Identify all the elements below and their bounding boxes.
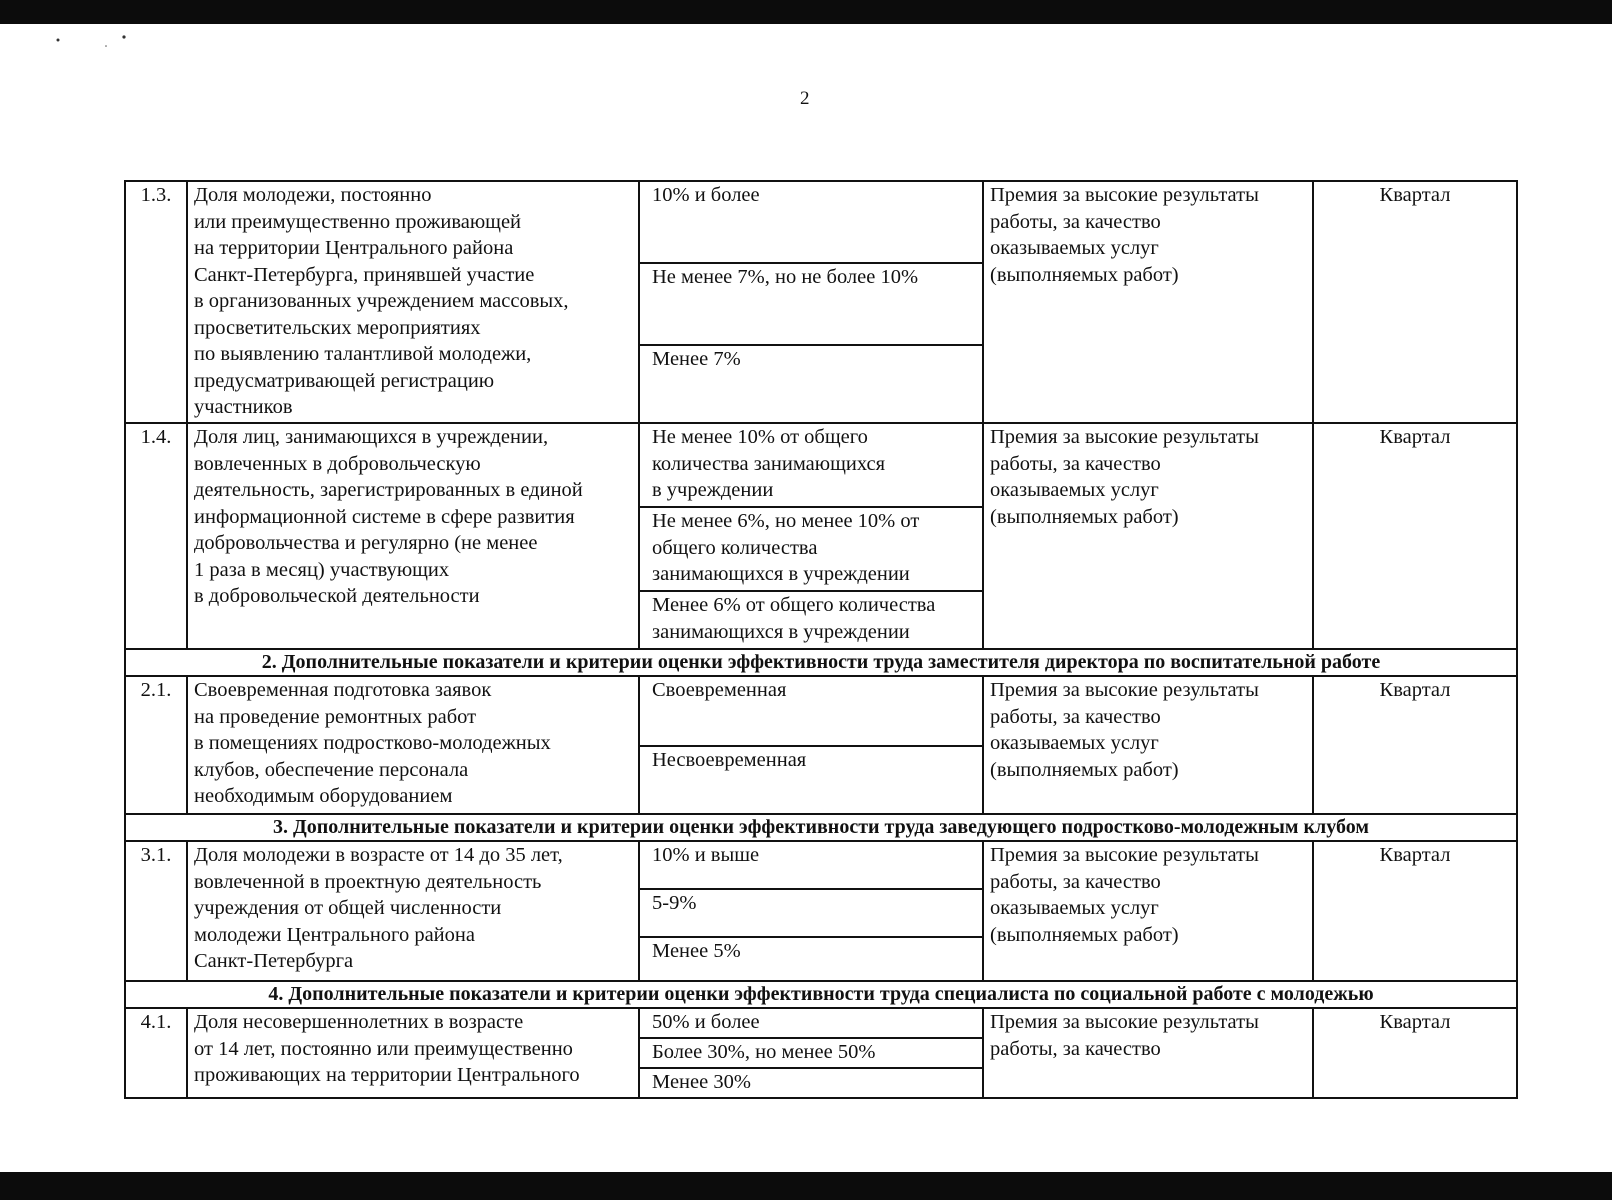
payment-cell: Премия за высокие результаты работы, за качество оказываемых услуг (выполняемых работ) — [983, 676, 1313, 814]
payment-cell: Премия за высокие результаты работы, за качество оказываемых услуг (выполняемых работ) — [983, 423, 1313, 649]
period-cell: Квартал — [1313, 423, 1517, 649]
page-number: 2 — [800, 88, 810, 109]
table-row — [125, 423, 1517, 649]
table-row — [125, 1008, 1517, 1098]
indicator-cell: Доля молодежи в возрасте от 14 до 35 лет, вовлеченной в проектную деятельность учреждения от общей численности молодежи Центрального района Санкт-Петербурга — [187, 841, 639, 981]
criterion-item: Более 30%, но менее 50% — [640, 1037, 982, 1067]
criterion-item: 5-9% — [640, 888, 982, 936]
payment-cell: Премия за высокие результаты работы, за качество — [983, 1008, 1313, 1098]
period-cell: Квартал — [1313, 841, 1517, 981]
indicator-cell: Доля лиц, занимающихся в учреждении, вовлеченных в добровольческую деятельность, зарегистрированных в единой информационной системе в сфере развития добровольчества и регулярно (не менее 1 раза в месяц) участвующих в добровольческой деятельности — [187, 423, 639, 649]
section-title: 4. Дополнительные показатели и критерии оценки эффективности труда специалиста по социальной работе с молодежью — [125, 981, 1517, 1008]
criterion-item: Своевременная — [652, 679, 787, 701]
period-cell: Квартал — [1313, 181, 1517, 423]
criterion-item: Не менее 6%, но менее 10% от общего количества занимающихся в учреждении — [640, 506, 982, 590]
criterion-item: Менее 6% от общего количества занимающихся в учреждении — [640, 590, 982, 648]
scan-border-bottom — [0, 1172, 1612, 1200]
row-number: 2.1. — [125, 676, 187, 814]
criterion-item: Менее 7% — [640, 344, 982, 422]
table-row — [125, 676, 1517, 814]
indicator-cell: Доля несовершеннолетних в возрасте от 14 лет, постоянно или преимущественно проживающих на территории Центрального — [187, 1008, 639, 1098]
criterion-item: Менее 30% — [640, 1067, 982, 1097]
row-number: 1.4. — [125, 423, 187, 649]
criterion-item: Не менее 7%, но не более 10% — [640, 262, 982, 344]
criterion-item: Несвоевременная — [640, 745, 982, 813]
section-header-row — [125, 981, 1517, 1008]
criterion-item: Не менее 10% от общего количества занимающихся в учреждении — [652, 426, 886, 501]
payment-cell: Премия за высокие результаты работы, за качество оказываемых услуг (выполняемых работ) — [983, 181, 1313, 423]
indicator-cell: Своевременная подготовка заявок на проведение ремонтных работ в помещениях подростково-молодежных клубов, обеспечение персонала необходимым оборудованием — [187, 676, 639, 814]
criteria-cell — [639, 841, 983, 981]
indicator-cell: Доля молодежи, постоянно или преимущественно проживающей на территории Центрального района Санкт-Петербурга, принявшей участие в организованных учреждением массовых, просветительских мероприятиях по выявлению талантливой молодежи, предусматривающей регистрацию участников — [187, 181, 639, 423]
payment-cell: Премия за высокие результаты работы, за качество оказываемых услуг (выполняемых работ) — [983, 841, 1313, 981]
criteria-cell — [639, 181, 983, 423]
criterion-item: 10% и более — [652, 184, 760, 206]
period-cell: Квартал — [1313, 1008, 1517, 1098]
section-header-row — [125, 649, 1517, 676]
scan-specks — [28, 30, 148, 50]
row-number: 3.1. — [125, 841, 187, 981]
scan-border-top — [0, 0, 1612, 24]
section-header-row — [125, 814, 1517, 841]
criterion-item: Менее 5% — [640, 936, 982, 980]
table-row — [125, 841, 1517, 981]
row-number: 4.1. — [125, 1008, 187, 1098]
section-title: 3. Дополнительные показатели и критерии оценки эффективности труда заведующего подростково-молодежным клубом — [125, 814, 1517, 841]
criterion-item: 50% и более — [652, 1011, 760, 1033]
table-row — [125, 181, 1517, 423]
criteria-cell — [639, 676, 983, 814]
period-cell: Квартал — [1313, 676, 1517, 814]
criteria-table — [124, 180, 1518, 1099]
criteria-cell — [639, 1008, 983, 1098]
section-title: 2. Дополнительные показатели и критерии оценки эффективности труда заместителя директора по воспитательной работе — [125, 649, 1517, 676]
criteria-cell — [639, 423, 983, 649]
row-number: 1.3. — [125, 181, 187, 423]
criterion-item: 10% и выше — [652, 844, 760, 866]
